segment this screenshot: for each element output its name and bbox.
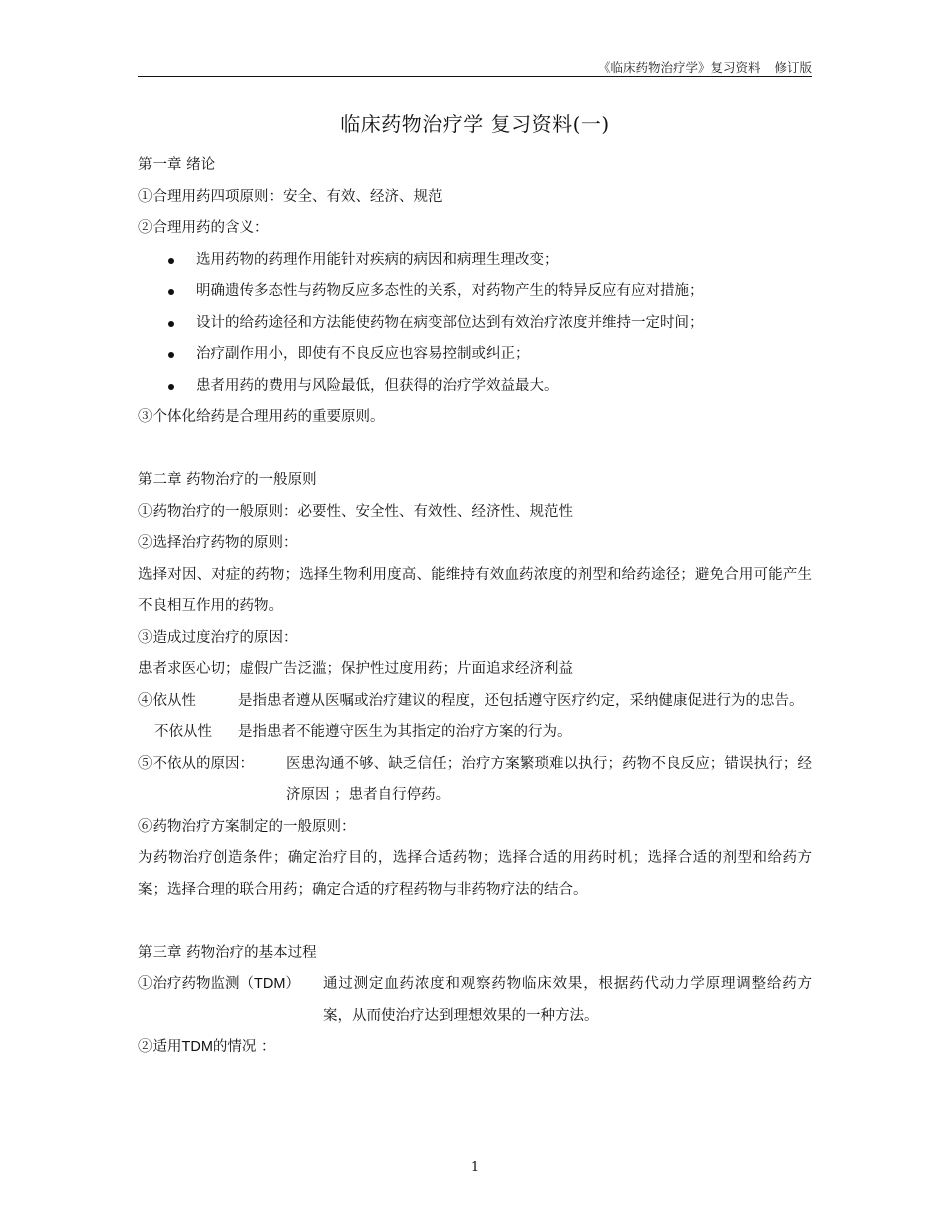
ch3-tdm-definition	[138, 969, 812, 1032]
ch2-compliance-definition	[138, 686, 812, 718]
ch3-tdm-indications-label: ②适用TDM的情况 ：	[138, 1039, 276, 1055]
ch2-general-principles: ①药物治疗的一般原则：必要性、安全性、有效性、经济性、规范性	[138, 503, 573, 520]
ch2-selection-label: ②选择治疗药物的原则：	[138, 535, 298, 551]
bullet-icon	[168, 352, 174, 358]
definition-text: 是指患者遵从医嘱或治疗建议的程度，还包括遵守医疗约定，采纳健康促进行为的忠告。	[238, 692, 804, 709]
ch2-noncompliance-reasons	[138, 749, 812, 812]
ch2-selection-text: 选择对因、对症的药物；选择生物利用度高、能维持有效血药浓度的剂型和给药途径；避免合用可能产生不良相互作用的药物。	[138, 566, 812, 614]
definition-term: ④依从性	[138, 692, 196, 709]
chapter-3-heading: 第三章 药物治疗的基本过程	[138, 944, 317, 961]
header-suffix: 修订版	[774, 60, 812, 75]
bullet-icon	[168, 321, 174, 327]
document-body	[138, 150, 812, 1064]
ch2-noncompliance-definition	[138, 717, 812, 749]
chapter-1-heading: 第一章 绪论	[138, 157, 216, 173]
ch2-overtreatment-text: 患者求医心切；虚假广告泛滥；保护性过度用药；片面追求经济利益	[138, 661, 573, 677]
list-item: 设计的给药途径和方法能使药物在病变部位达到有效治疗浓度并维持一定时间；	[138, 308, 812, 340]
bullet-icon	[168, 384, 174, 390]
ch1-individualized: ③个体化给药是合理用药的重要原则。	[138, 409, 385, 425]
ch2-overtreatment-label: ③造成过度治疗的原因：	[138, 629, 298, 646]
bullet-icon	[168, 289, 174, 295]
header-title: 《临床药物治疗学》复习资料	[597, 60, 761, 75]
page-number: 1	[470, 1160, 480, 1175]
definition-text: 医患沟通不够、缺乏信任；治疗方案繁琐难以执行；药物不良反应；错误执行；经济原因 ；患者自行停药。	[286, 755, 812, 803]
ch2-plan-text: 为药物治疗创造条件；确定治疗目的，选择合适药物；选择合适的用药时机；选择合适的剂型和给药方案；选择合理的联合用药；确定合适的疗程药物与非药物疗法的结合。	[138, 850, 812, 898]
list-item: 患者用药的费用与风险最低，但获得的治疗学效益最大。	[138, 371, 812, 403]
ch1-meaning-label: ②合理用药的含义：	[138, 220, 269, 236]
ch1-principles: ①合理用药四项原则：安全、有效、经济、规范	[138, 188, 443, 205]
definition-term: 不依从性	[154, 724, 212, 740]
definition-term: ①治疗药物监测（TDM）	[138, 976, 300, 992]
chapter-2-heading: 第二章 药物治疗的一般原则	[138, 472, 317, 488]
list-item: 选用药物的药理作用能针对疾病的病因和病理生理改变；	[138, 245, 812, 277]
header-rule	[138, 76, 812, 77]
page-title: 临床药物治疗学 复习资料(一)	[340, 112, 610, 136]
definition-text: 是指患者不能遵守医生为其指定的治疗方案的行为。	[238, 724, 572, 740]
definition-text: 通过测定血药浓度和观察药物临床效果，根据药代动力学原理调整给药方案，从而使治疗达到理想效果的一种方法。	[323, 976, 812, 1024]
bullet-icon	[168, 258, 174, 264]
list-item: 明确遗传多态性与药物反应多态性的关系，对药物产生的特异反应有应对措施；	[138, 276, 812, 308]
ch2-plan-label: ⑥药物治疗方案制定的一般原则：	[138, 818, 356, 835]
running-header	[138, 58, 812, 76]
list-item: 治疗副作用小，即使有不良反应也容易控制或纠正；	[138, 339, 812, 371]
spacer	[138, 434, 812, 466]
definition-term: ⑤不依从的原因：	[138, 755, 254, 772]
ch1-meaning-list	[138, 245, 812, 403]
spacer	[138, 906, 812, 938]
